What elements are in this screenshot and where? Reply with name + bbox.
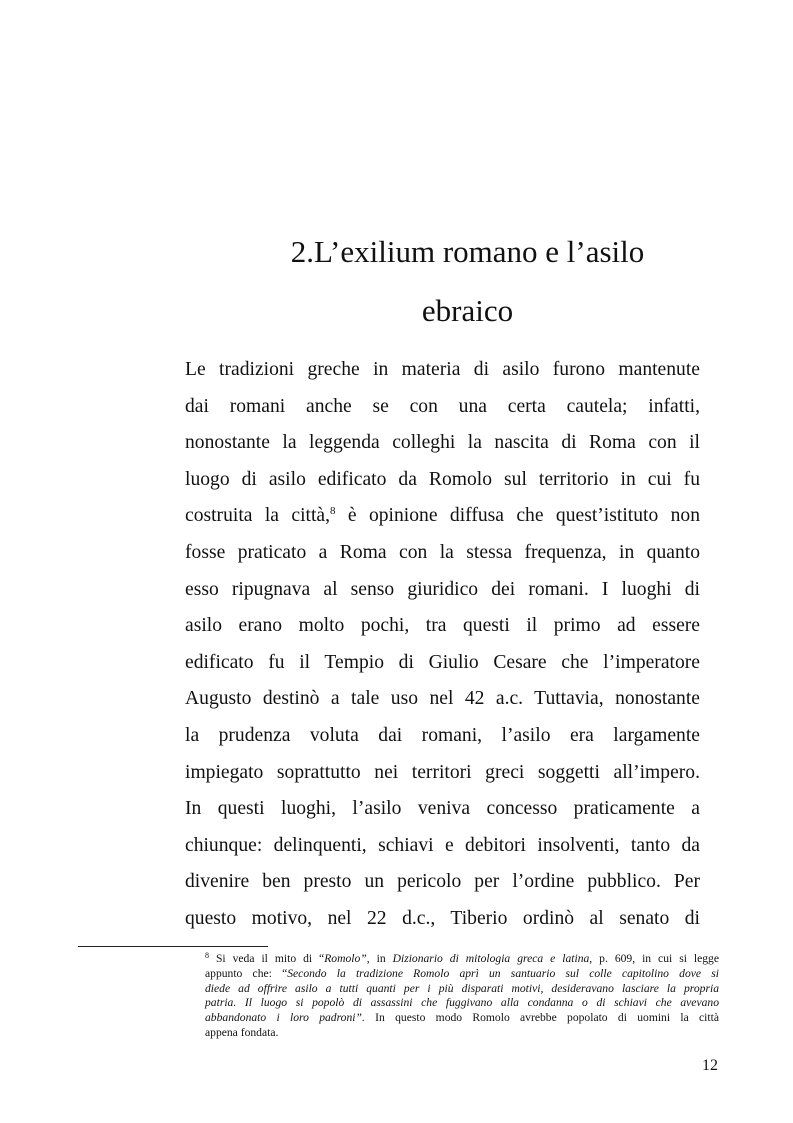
footnote-italic: Romolo” — [324, 952, 367, 965]
footnote-line — [205, 996, 719, 1011]
footnote-quote: diede ad offrire asilo a tutti quanti per i più disparati motivi, desideravano lasciare la propria — [205, 981, 719, 995]
body-line: chiunque: delinquenti, schiavi e debitori insolventi, tanto da — [185, 834, 700, 856]
body-line-part: è opinione diffusa che quest’istituto non — [347, 505, 701, 527]
footnote-line — [205, 952, 719, 967]
body-line: impiegato soprattutto nei territori greci soggetti all’impero. — [185, 761, 700, 783]
body-line: In questi luoghi, l’asilo veniva concesso praticamente a — [185, 798, 700, 820]
body-line: divenire ben presto un pericolo per l’ordine pubblico. Per — [185, 871, 700, 893]
body-line: luogo di asilo edificato da Romolo sul territorio in cui fu — [185, 468, 700, 490]
footnote-text: appunto che: “ — [205, 966, 288, 980]
footnote-line — [205, 967, 719, 982]
chapter-title-line-1: 2.L’exilium romano e l’asilo — [290, 234, 645, 269]
body-line: asilo erano molto pochi, tra questi il primo ad essere — [185, 615, 700, 637]
footnote-text: Si veda il mito di “ — [215, 952, 325, 965]
footnote-line — [205, 1011, 719, 1026]
body-line: fosse praticato a Roma con la stessa frequenza, in quanto — [185, 541, 700, 563]
footnote — [205, 952, 719, 1041]
footnote-number: 8 — [205, 951, 209, 960]
page-number: 12 — [702, 1057, 718, 1074]
footnote-reference[interactable]: 8 — [330, 505, 336, 518]
body-line: la prudenza voluta dai romani, l’asilo era largamente — [185, 724, 700, 746]
body-line: nonostante la leggenda colleghi la nascita di Roma con il — [185, 432, 700, 454]
body-line-part: costruita la città, — [185, 505, 330, 527]
footnote-text: In questo modo Romolo avrebbe popolato di uomini la città — [364, 1011, 719, 1025]
body-line-with-footnote — [185, 498, 700, 535]
body-line: edificato fu il Tempio di Giulio Cesare che l’imperatore — [185, 651, 700, 673]
footnote-text: p. 609, in cui si legge — [592, 952, 719, 965]
footnote-separator — [78, 946, 268, 947]
footnote-line: appena fondata. — [205, 1025, 279, 1039]
footnote-quote: patria. Il luogo si popolò di assassini che fuggivano alla condanna o di schiavi che avevano — [205, 996, 719, 1010]
body-line: Augusto destinò a tale uso nel 42 a.c. Tuttavia, nonostante — [185, 688, 700, 710]
footnote-line — [205, 982, 719, 997]
body-line: Le tradizioni greche in materia di asilo furono mantenute — [185, 359, 700, 380]
footnote-quote: abbandonato i loro padroni”. — [205, 1011, 365, 1025]
footnote-text: , in — [366, 952, 393, 965]
body-paragraph — [185, 352, 700, 938]
chapter-title-line-2: ebraico — [421, 293, 514, 328]
body-line: esso ripugnava al senso giuridico dei romani. I luoghi di — [185, 578, 700, 600]
footnote-book-title: Dizionario di mitologia greca e latina, — [392, 952, 593, 965]
body-line: dai romani anche se con una certa cautela; infatti, — [185, 395, 700, 417]
footnote-quote: Secondo la tradizione Romolo aprì un santuario sul colle capitolino dove si — [287, 966, 719, 980]
body-line: questo motivo, nel 22 d.c., Tiberio ordinò al senato di — [185, 907, 700, 929]
